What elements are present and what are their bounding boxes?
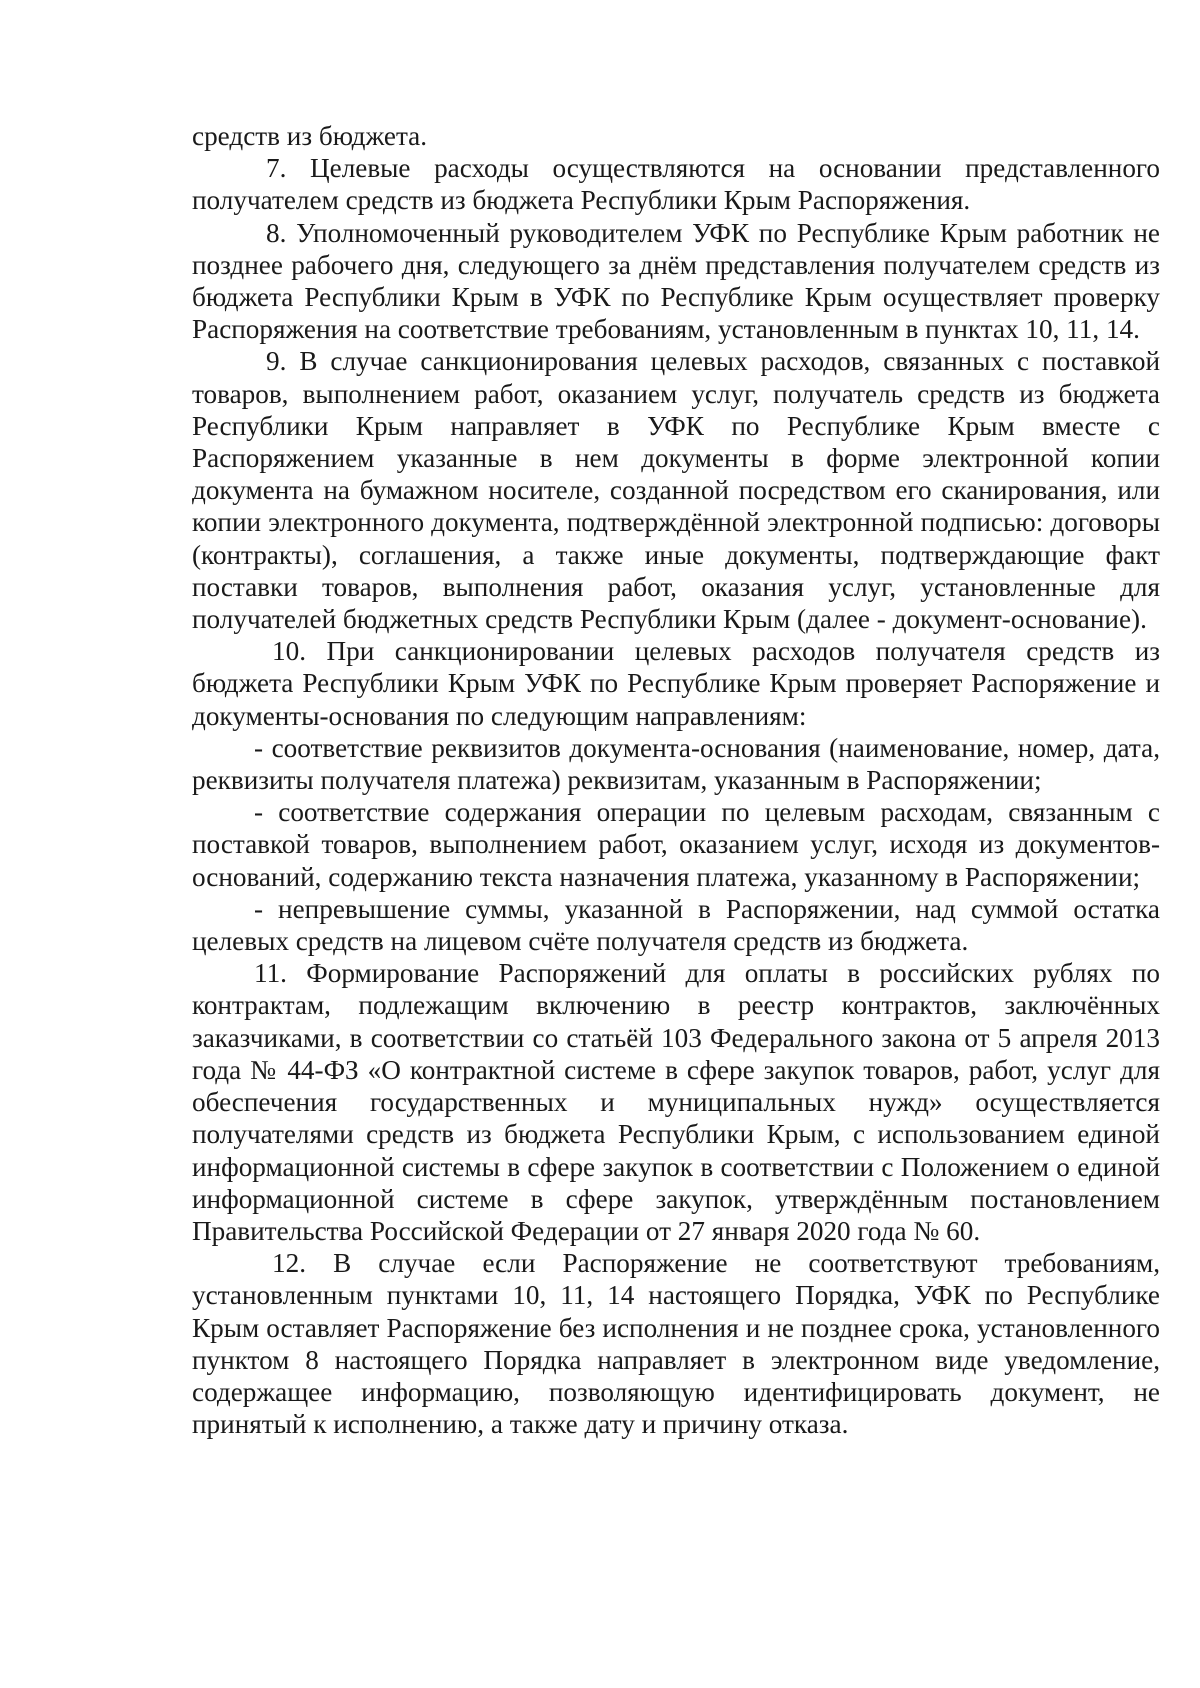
paragraph-continuation: средств из бюджета. [192,121,428,151]
paragraph-bullet-2: - соответствие содержания операции по целевым расходам, связанным с поставкой товаров, выполнением работ, оказанием услуг, исходя из документов-оснований, содержанию текста назначения платежа, указанному в Распоряжении; [192,797,1160,892]
paragraph-bullet-3: - непревышение суммы, указанной в Распоряжении, над суммой остатка целевых средств на лицевом счёте получателя средств из бюджета. [192,893,1160,957]
paragraph-item-10: 10. При санкционировании целевых расходов получателя средств из бюджета Республики Крым УФК по Республике Крым проверяет Распоряжение и документы-основания по следующим направлениям: [192,636,1160,731]
paragraph-item-8: 8. Уполномоченный руководителем УФК по Республике Крым работник не позднее рабочего дня, следующего за днём представления получателем средств из бюджета Республики Крым в УФК по Республике Крым осуществляет проверку Распоряжения на соответствие требованиям, установленным в пунктах 10, 11, 14. [192,217,1160,345]
paragraph-item-12: 12. В случае если Распоряжение не соответствуют требованиям, установленным пунктами 10, 11, 14 настоящего Порядка, УФК по Республике Крым оставляет Распоряжение без исполнения и не позднее срока, установленного пунктом 8 настоящего Порядка направляет в электронном виде уведомление, содержащее информацию, позволяющую идентифицировать документ, не принятый к исполнению, а также дату и причину отказа. [192,1248,1160,1440]
paragraph-item-9: 9. В случае санкционирования целевых расходов, связанных с поставкой товаров, выполнением работ, оказанием услуг, получатель средств из бюджета Республики Крым направляет в УФК по Республике Крым вместе с Распоряжением указанные в нем документы в форме электронной копии документа на бумажном носителе, созданной посредством его сканирования, или копии электронного документа, подтверждённой электронной подписью: договоры (контракты), соглашения, а также иные документы, подтверждающие факт поставки товаров, выполнения работ, оказания услуг, установленные для получателей бюджетных средств Республики Крым (далее - документ-основание). [192,346,1160,635]
paragraph-item-11: 11. Формирование Распоряжений для оплаты в российских рублях по контрактам, подлежащим включению в реестр контрактов, заключённых заказчиками, в соответствии со статьёй 103 Федерального закона от 5 апреля 2013 года № 44-ФЗ «О контрактной системе в сфере закупок товаров, работ, услуг для обеспечения государственных и муниципальных нужд» осуществляется получателями средств из бюджета Республики Крым, с использованием единой информационной системы в сфере закупок в соответствии с Положением о единой информационной системе в сфере закупок, утверждённым постановлением Правительства Российской Федерации от 27 января 2020 года № 60. [192,958,1160,1246]
document-page [192,120,1160,1440]
paragraph-item-7: 7. Целевые расходы осуществляются на основании представленного получателем средств из бюджета Республики Крым Распоряжения. [192,153,1160,216]
paragraph-bullet-1: - соответствие реквизитов документа-основания (наименование, номер, дата, реквизиты получателя платежа) реквизитам, указанным в Распоряжении; [192,732,1160,796]
